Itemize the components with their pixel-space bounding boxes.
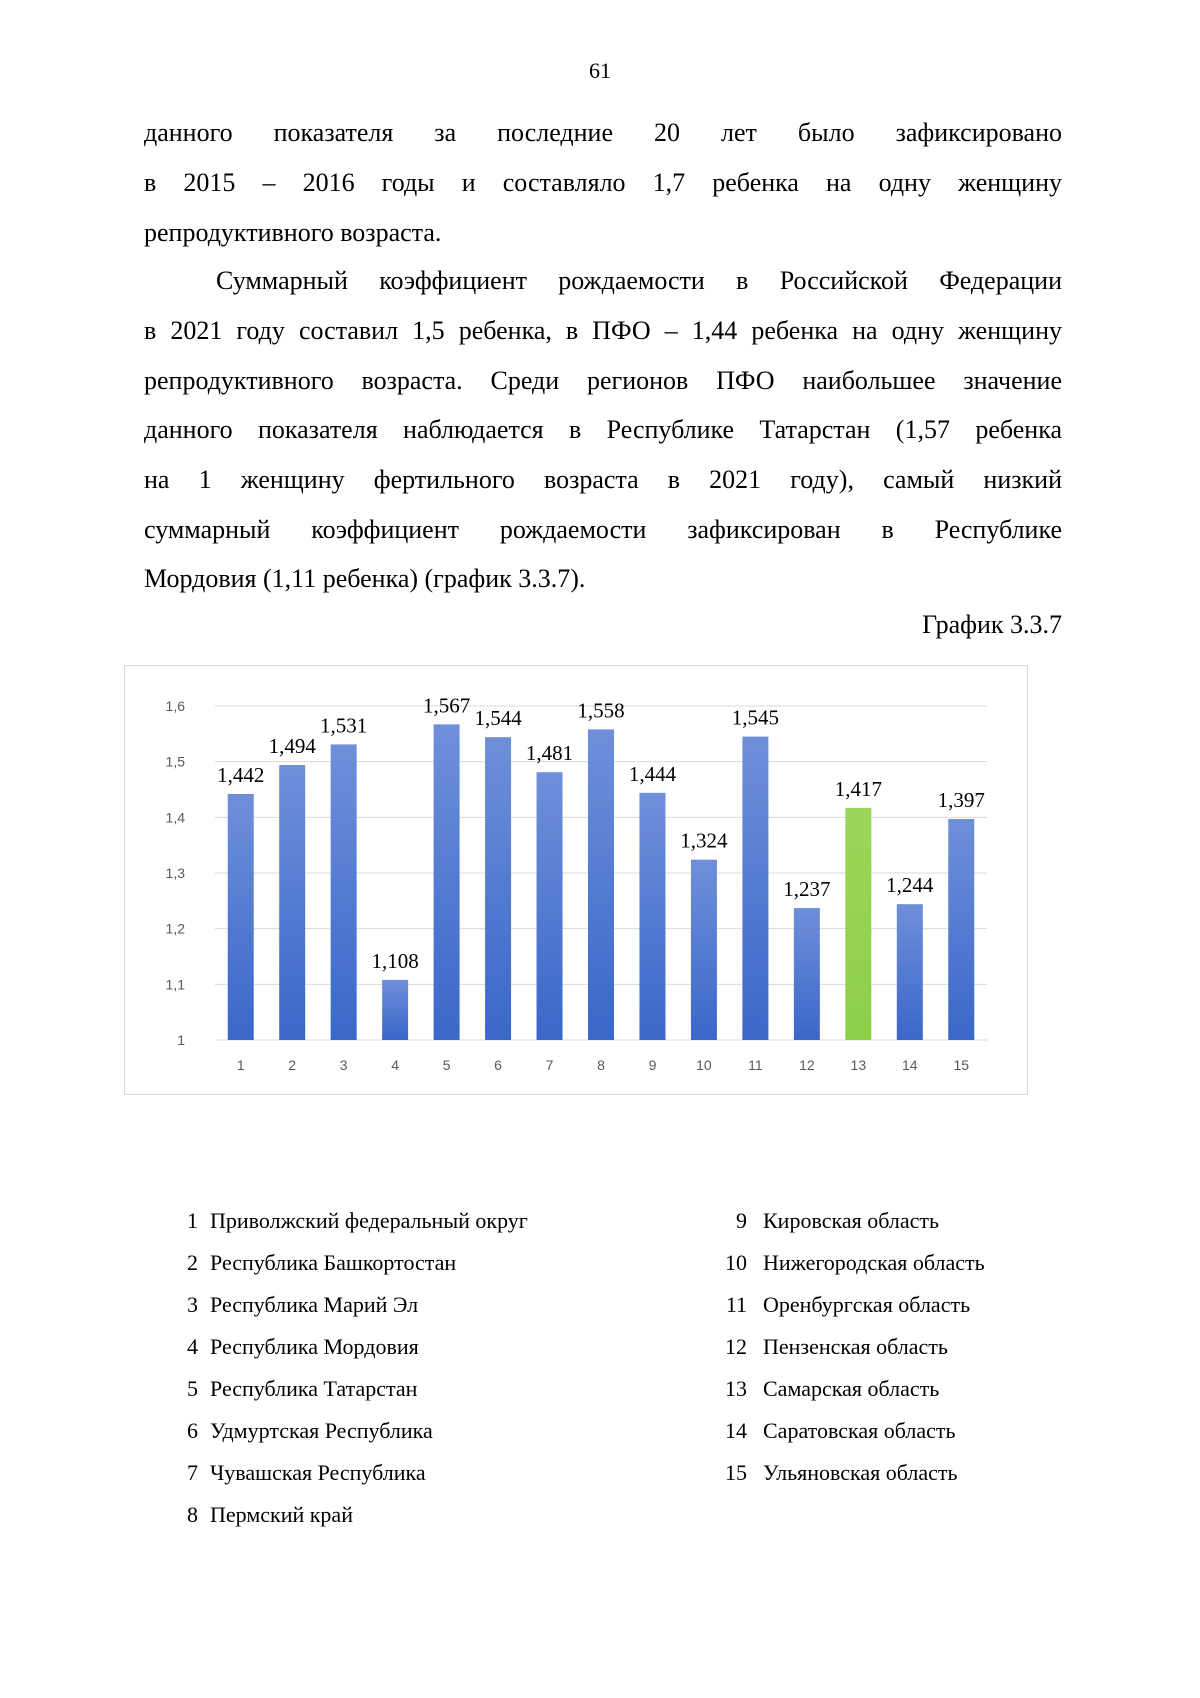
bar-13 bbox=[845, 808, 871, 1040]
text-line: репродуктивного возраста. bbox=[144, 218, 442, 247]
bar-2 bbox=[279, 765, 305, 1040]
data-label-4: 1,108 bbox=[371, 948, 419, 973]
y-tick-label: 1,3 bbox=[165, 865, 185, 881]
text-line: репродуктивного возраста. Среди регионов ПФО наибольшее значение bbox=[144, 366, 1062, 395]
x-tick-label: 12 bbox=[799, 1057, 815, 1073]
legend-number: 13 bbox=[725, 1376, 747, 1401]
data-label-11: 1,545 bbox=[731, 705, 780, 730]
legend-name: Республика Татарстан bbox=[210, 1376, 418, 1401]
legend-name: Республика Марий Эл bbox=[210, 1292, 419, 1317]
bar-8 bbox=[588, 729, 614, 1040]
legend-name: Пермский край bbox=[210, 1502, 353, 1527]
data-label-15: 1,397 bbox=[937, 788, 985, 813]
x-tick-label: 14 bbox=[902, 1057, 918, 1073]
data-label-7: 1,481 bbox=[525, 741, 574, 766]
legend-number: 9 bbox=[736, 1208, 747, 1233]
legend-number: 3 bbox=[187, 1292, 198, 1317]
x-tick-label: 6 bbox=[494, 1057, 502, 1073]
x-tick-label: 13 bbox=[850, 1057, 867, 1073]
bar-9 bbox=[639, 793, 665, 1040]
x-tick-label: 9 bbox=[648, 1057, 657, 1073]
data-label-8: 1,558 bbox=[577, 698, 625, 723]
bar-11 bbox=[742, 737, 768, 1040]
bar-1 bbox=[228, 794, 254, 1040]
legend-number: 10 bbox=[725, 1250, 747, 1275]
y-tick-label: 1,5 bbox=[165, 753, 185, 770]
chart-svg bbox=[125, 666, 1027, 1094]
legend-item bbox=[719, 1460, 958, 1486]
x-tick-label: 10 bbox=[696, 1057, 712, 1073]
legend-name: Чувашская Республика bbox=[210, 1460, 426, 1485]
legend-name: Республика Мордовия bbox=[210, 1334, 419, 1359]
legend-item bbox=[719, 1418, 956, 1444]
legend-number: 2 bbox=[187, 1250, 198, 1275]
text-line: суммарный коэффициент рождаемости зафиксирован в Республике bbox=[144, 515, 1062, 544]
y-tick-label: 1,6 bbox=[165, 698, 185, 714]
legend-name: Кировская область bbox=[763, 1208, 940, 1233]
legend-item bbox=[176, 1502, 353, 1528]
legend-item bbox=[719, 1376, 939, 1402]
bar-12 bbox=[794, 908, 820, 1040]
y-tick-label: 1 bbox=[177, 1032, 185, 1048]
data-label-10: 1,324 bbox=[680, 828, 728, 853]
text-line: данного показателя наблюдается в Республике Татарстан (1,57 ребенка bbox=[144, 415, 1062, 444]
bar-chart bbox=[124, 665, 1028, 1095]
y-tick-label: 1,1 bbox=[165, 976, 185, 993]
chart-caption: График 3.3.7 bbox=[922, 610, 1062, 639]
bar-14 bbox=[897, 904, 923, 1040]
text-line: на 1 женщину фертильного возраста в 2021 году), самый низкий bbox=[144, 465, 1062, 494]
bar-5 bbox=[434, 724, 460, 1040]
x-tick-label: 1 bbox=[236, 1057, 245, 1073]
page-number: 61 bbox=[589, 58, 611, 83]
x-tick-label: 2 bbox=[288, 1057, 297, 1073]
x-tick-label: 5 bbox=[442, 1057, 451, 1073]
legend-number: 7 bbox=[187, 1460, 198, 1485]
text-line: Мордовия (1,11 ребенка) (график 3.3.7). bbox=[144, 564, 586, 593]
legend-item bbox=[719, 1208, 939, 1234]
x-tick-label: 3 bbox=[339, 1057, 348, 1073]
legend-number: 11 bbox=[725, 1292, 747, 1317]
x-tick-label: 11 bbox=[748, 1057, 763, 1073]
legend-number: 6 bbox=[187, 1418, 198, 1443]
legend-name: Пензенская область bbox=[763, 1334, 948, 1359]
legend-name: Ульяновская область bbox=[763, 1460, 958, 1485]
data-label-9: 1,444 bbox=[628, 761, 677, 786]
legend-name: Самарская область bbox=[763, 1376, 940, 1401]
y-tick-label: 1,4 bbox=[165, 809, 185, 826]
legend-item bbox=[176, 1376, 417, 1402]
legend-item bbox=[719, 1334, 948, 1360]
legend-item bbox=[176, 1208, 528, 1234]
text-line: в 2021 году составил 1,5 ребенка, в ПФО – 1,44 ребенка на одну женщину bbox=[144, 316, 1062, 345]
x-tick-label: 15 bbox=[953, 1057, 970, 1073]
data-label-5: 1,567 bbox=[422, 693, 471, 718]
legend-name: Республика Башкортостан bbox=[210, 1250, 457, 1275]
legend-number: 5 bbox=[187, 1376, 198, 1401]
bar-15 bbox=[948, 819, 974, 1040]
legend-item bbox=[176, 1460, 426, 1486]
data-label-6: 1,544 bbox=[474, 706, 522, 731]
data-label-14: 1,244 bbox=[886, 873, 934, 898]
legend-number: 4 bbox=[187, 1334, 198, 1359]
x-tick-label: 7 bbox=[545, 1057, 554, 1073]
legend-number: 15 bbox=[725, 1460, 747, 1485]
legend-name: Удмуртская Республика bbox=[210, 1418, 433, 1443]
bar-10 bbox=[691, 860, 717, 1040]
data-label-12: 1,237 bbox=[783, 877, 831, 902]
legend-item bbox=[176, 1250, 456, 1276]
text-line: в 2015 – 2016 годы и составляло 1,7 ребенка на одну женщину bbox=[144, 168, 1062, 197]
y-tick-label: 1,2 bbox=[165, 920, 185, 937]
bar-6 bbox=[485, 737, 511, 1040]
legend-name: Приволжский федеральный округ bbox=[210, 1208, 528, 1233]
legend-name: Оренбургская область bbox=[763, 1292, 971, 1317]
legend-name: Саратовская область bbox=[763, 1418, 956, 1443]
data-label-1: 1,442 bbox=[217, 762, 265, 787]
data-label-13: 1,417 bbox=[834, 776, 882, 801]
bar-7 bbox=[537, 772, 563, 1040]
legend-item bbox=[719, 1292, 970, 1318]
legend-number: 14 bbox=[725, 1418, 747, 1443]
text-line: Суммарный коэффициент рождаемости в Российской Федерации bbox=[216, 266, 1062, 295]
legend-item bbox=[176, 1334, 419, 1360]
legend-number: 8 bbox=[187, 1502, 198, 1527]
x-tick-label: 4 bbox=[391, 1057, 400, 1073]
data-label-3: 1,531 bbox=[320, 713, 368, 738]
bar-4 bbox=[382, 980, 408, 1040]
legend-item bbox=[176, 1292, 418, 1318]
legend-item bbox=[176, 1418, 433, 1444]
data-label-2: 1,494 bbox=[268, 734, 316, 759]
text-line: данного показателя за последние 20 лет было зафиксировано bbox=[144, 118, 1062, 147]
legend-item bbox=[719, 1250, 985, 1276]
x-tick-label: 8 bbox=[597, 1057, 605, 1073]
legend-number: 12 bbox=[725, 1334, 747, 1359]
legend-number: 1 bbox=[187, 1208, 198, 1233]
bar-3 bbox=[331, 744, 357, 1040]
legend-name: Нижегородская область bbox=[763, 1250, 985, 1275]
